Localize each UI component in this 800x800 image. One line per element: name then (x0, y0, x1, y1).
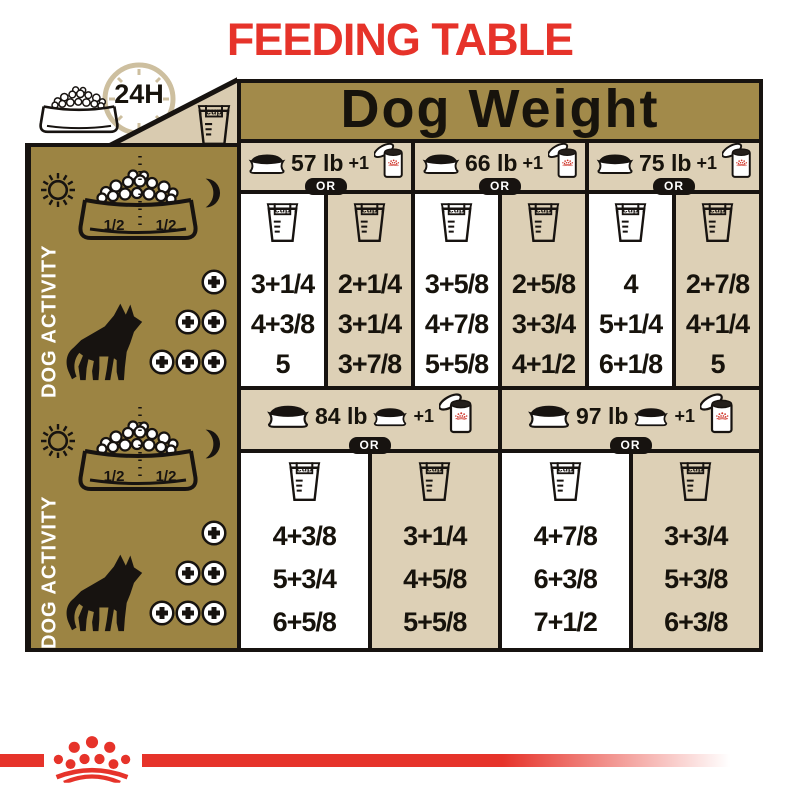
plus-one-label: +1 (522, 152, 543, 173)
or-badge: OR (349, 437, 391, 454)
plus-one-label: +1 (348, 152, 369, 173)
measuring-cup-icon (266, 203, 299, 242)
dog-weight-title: Dog Weight (340, 79, 660, 139)
cups-value: 3+1/4 (250, 268, 315, 299)
cups-value: 3+3/4 (664, 521, 728, 551)
moon-icon (196, 176, 221, 210)
cups-column-mixed (633, 453, 760, 648)
cups-column-mixed (328, 194, 411, 386)
royal-canin-crown-logo (50, 734, 134, 783)
plus-icon (201, 349, 227, 375)
weight-header-97lb (502, 390, 759, 452)
cups-value: 2+7/8 (685, 268, 750, 299)
measuring-cup-icon (440, 203, 473, 242)
cups-column-mixed (676, 194, 759, 386)
activity-block-top (31, 147, 237, 397)
or-badge: OR (653, 178, 695, 195)
measuring-cup-icon (288, 462, 321, 501)
footer-red-bar-right (142, 754, 742, 767)
cups-value: 6+3/8 (533, 564, 597, 594)
cups-value: 6+5/8 (272, 607, 336, 637)
bowl-icon (248, 152, 286, 175)
cups-value: 2+1/4 (337, 268, 402, 299)
cups-value: 3+1/4 (337, 308, 402, 339)
activity-block-bottom (31, 398, 237, 648)
dog-weight-header (237, 79, 763, 143)
moon-icon (196, 427, 221, 461)
bowl-icon (633, 406, 669, 427)
can-icon (439, 393, 473, 435)
cups-value: 6+3/8 (664, 607, 728, 637)
measuring-cup-icon (353, 203, 386, 242)
weight-label: 57 lb (291, 149, 344, 176)
dog-silhouette-icon (62, 297, 144, 385)
weight-header-84lb (241, 390, 498, 452)
plus-icon (175, 560, 201, 586)
plus-icon (175, 309, 201, 335)
dog-activity-label: DOG ACTIVITY (38, 495, 61, 649)
bowl-icon (372, 406, 408, 427)
cups-value: 3+5/8 (424, 268, 489, 299)
can-icon (374, 142, 404, 180)
cups-column-dry (241, 453, 368, 648)
plus-icon (175, 349, 201, 375)
cups-column-dry (502, 453, 629, 648)
feeding-table (237, 143, 763, 652)
dog-activity-label: DOG ACTIVITY (38, 244, 61, 398)
half-portion-right: 1/2 (155, 217, 177, 234)
cups-value: 3+7/8 (337, 348, 402, 379)
bowl-icon (266, 403, 310, 429)
dog-silhouette-icon (62, 548, 144, 636)
plus-icon (149, 600, 175, 626)
page-title: FEEDING TABLE (226, 14, 574, 65)
weight-label: 66 lb (465, 149, 518, 176)
cups-value: 4+1/4 (685, 308, 750, 339)
cups-column-dry (415, 194, 498, 386)
or-badge: OR (610, 437, 652, 454)
weight-label: 97 lb (576, 402, 629, 429)
sun-icon (37, 169, 79, 211)
daily-ration-corner-art (25, 55, 237, 147)
cups-value: 4+7/8 (533, 521, 597, 551)
cups-column-dry (241, 194, 324, 386)
cups-value: 3+1/4 (403, 521, 467, 551)
cups-value: 5+3/8 (664, 564, 728, 594)
cups-column-mixed (372, 453, 499, 648)
cups-value: 5+5/8 (424, 348, 489, 379)
measuring-cup-icon (418, 462, 451, 501)
can-icon (722, 142, 752, 180)
or-badge: OR (479, 178, 521, 195)
cups-value: 5 (275, 348, 290, 379)
weight-header-66lb (415, 143, 585, 193)
plus-one-label: +1 (696, 152, 717, 173)
plus-icon (175, 600, 201, 626)
or-badge: OR (305, 178, 347, 195)
footer-red-bar-left (0, 754, 44, 767)
half-portion-left: 1/2 (103, 217, 125, 234)
cups-value: 4+7/8 (424, 308, 489, 339)
weight-header-row-bottom (241, 390, 759, 452)
cups-value: 3+3/4 (511, 308, 576, 339)
cups-value: 5+1/4 (598, 308, 663, 339)
cups-value: 5+5/8 (403, 607, 467, 637)
cups-column-mixed (502, 194, 585, 386)
dog-activity-sidebar (25, 143, 237, 652)
weight-header-row-top (241, 143, 759, 193)
bowl-icon (596, 152, 634, 175)
plus-icon (201, 520, 227, 546)
plus-icon (201, 600, 227, 626)
plus-one-label: +1 (413, 405, 434, 426)
clock-24h-label: 24H (114, 79, 164, 109)
weight-header-75lb (589, 143, 759, 193)
bowl-icon (422, 152, 460, 175)
can-icon (700, 393, 734, 435)
plus-icon (201, 560, 227, 586)
split-ration-bowl-icon (78, 407, 198, 503)
measuring-cup-icon (614, 203, 647, 242)
cups-value: 2+5/8 (511, 268, 576, 299)
plus-icon (201, 309, 227, 335)
plus-icon (149, 349, 175, 375)
values-row-top (241, 194, 759, 386)
measuring-cup-icon (679, 462, 712, 501)
half-portion-left: 1/2 (103, 468, 125, 485)
bowl-icon (527, 403, 571, 429)
cups-value: 4+1/2 (511, 348, 576, 379)
measuring-cup-icon (527, 203, 560, 242)
weight-header-57lb (241, 143, 411, 193)
cups-value: 4+5/8 (403, 564, 467, 594)
values-row-bottom (241, 453, 759, 648)
cups-value: 4+3/8 (250, 308, 315, 339)
measuring-cup-icon (701, 203, 734, 242)
cups-value: 5+3/4 (272, 564, 336, 594)
cups-value: 5 (710, 348, 725, 379)
plus-icon (201, 269, 227, 295)
cups-column-dry (589, 194, 672, 386)
measuring-cup-icon (549, 462, 582, 501)
half-portion-right: 1/2 (155, 468, 177, 485)
sun-icon (37, 420, 79, 462)
cups-value: 7+1/2 (533, 607, 597, 637)
plus-one-label: +1 (674, 405, 695, 426)
cups-value: 4 (623, 268, 638, 299)
weight-label: 84 lb (315, 402, 368, 429)
weight-label: 75 lb (639, 149, 692, 176)
cups-value: 6+1/8 (598, 348, 663, 379)
can-icon (548, 142, 578, 180)
split-ration-bowl-icon (78, 156, 198, 252)
cups-value: 4+3/8 (272, 521, 336, 551)
